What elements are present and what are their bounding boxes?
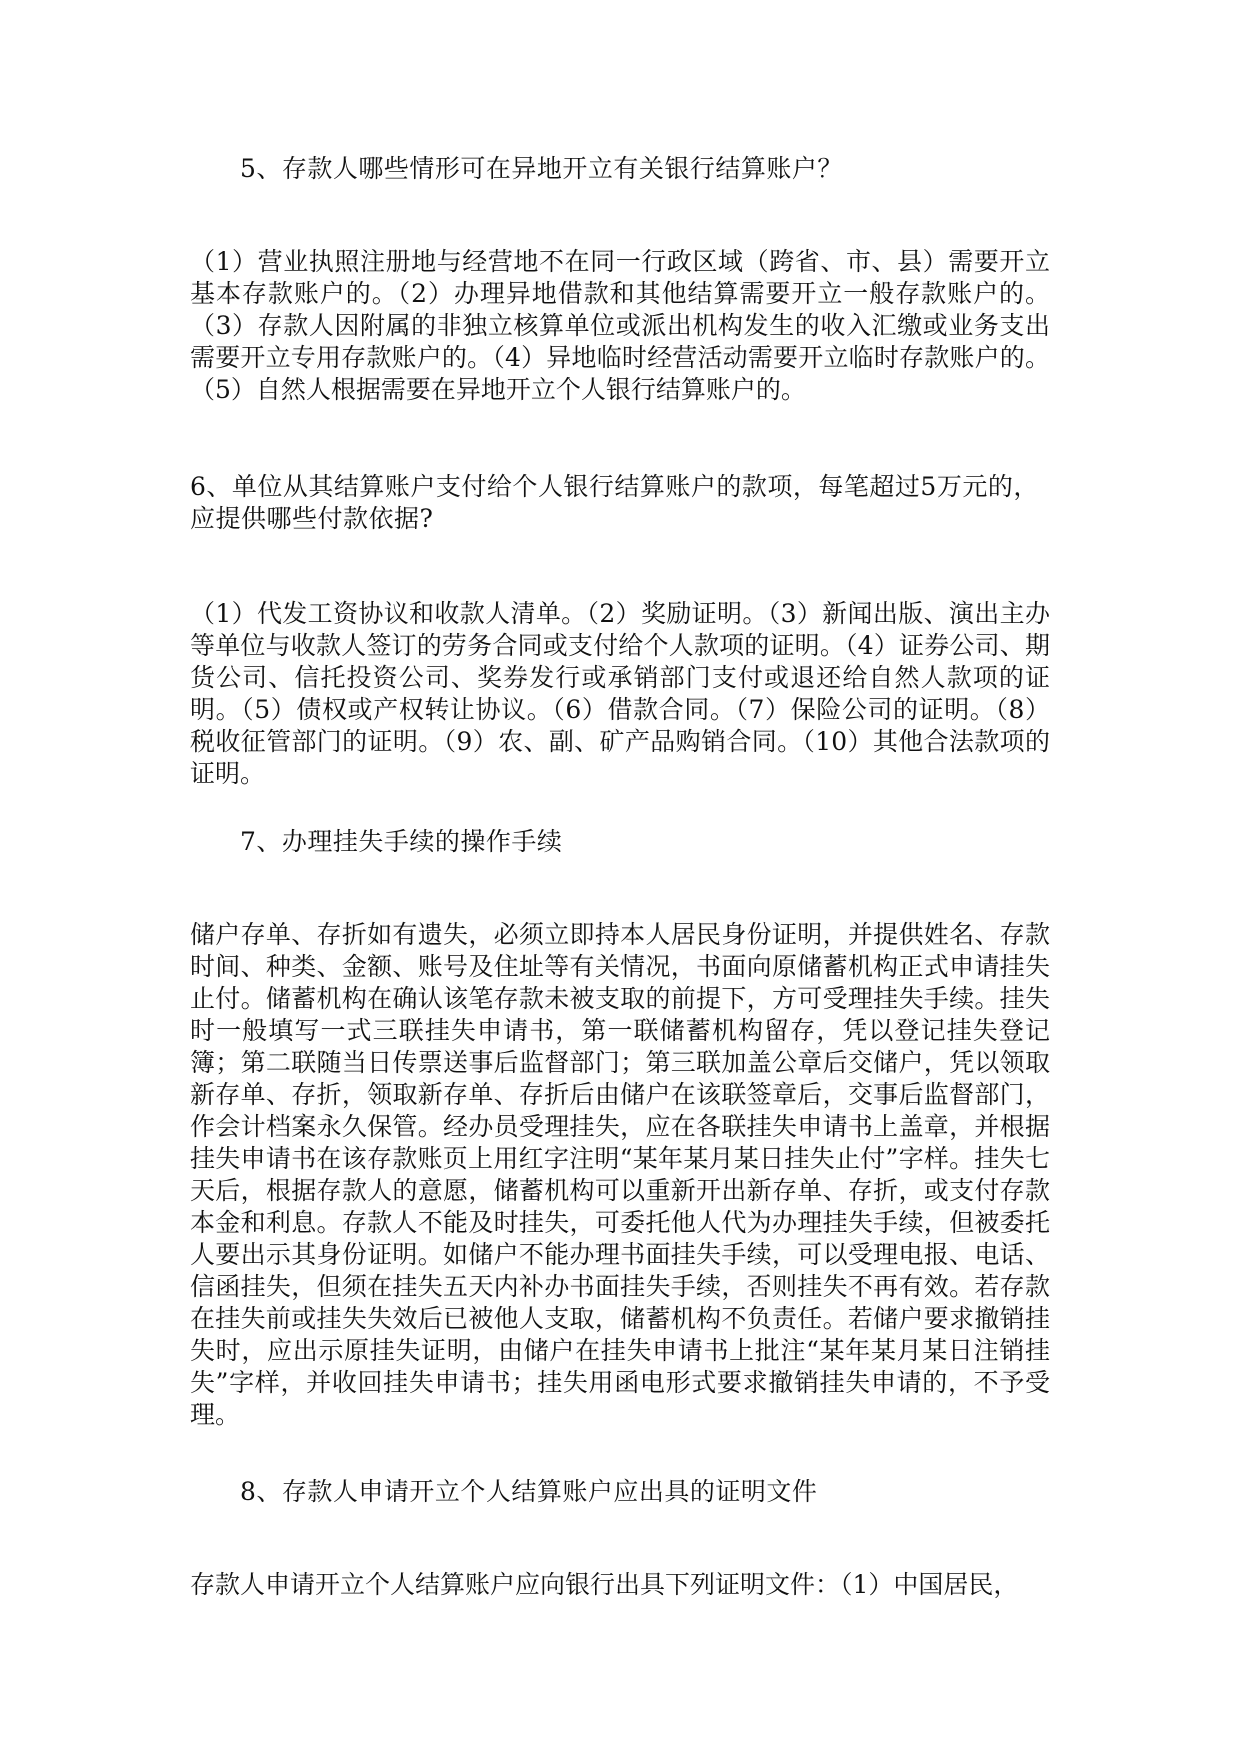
section-body-8: 存款人申请开立个人结算账户应向银行出具下列证明文件：（1）中国居民， [190,1570,1019,1599]
section-heading-5: 5、存款人哪些情形可在异地开立有关银行结算账户？ [240,154,843,183]
section-heading-6: 6、单位从其结算账户支付给个人银行结算账户的款项，每笔超过5万元的，应提供哪些付款依据? [190,472,1039,533]
section-body-7: 储户存单、存折如有遗失，必须立即持本人居民身份证明，并提供姓名、存款时间、种类、金额、账号及住址等有关情况，书面向原储蓄机构正式申请挂失止付。储蓄机构在确认该笔存款未被支取的前提下，方可受理挂失手续。挂失时一般填写一式三联挂失申请书，第一联储蓄机构留存，凭以登记挂失登记簿；第二联随当日传票送事后监督部门；第三联加盖公章后交储户，凭以领取新存单、存折，领取新存单、存折后由储户在该联签章后，交事后监督部门，作会计档案永久保管。经办员受理挂失，应在各联挂失申请书上盖章，并根据挂失申请书在该存款账页上用红字注明“某年某月某日挂失止付”字样。挂失七天后，根据存款人的意愿，储蓄机构可以重新开出新存单、存折，或支付存款本金和利息。存款人不能及时挂失，可委托他人代为办理挂失手续，但被委托人要出示其身份证明。如储户不能办理书面挂失手续，可以受理电报、电话、信函挂失，但须在挂失五天内补办书面挂失手续，否则挂失不再有效。若存款在挂失前或挂失失效后已被他人支取，储蓄机构不负责任。若储户要求撤销挂失时，应出示原挂失证明，由储户在挂失申请书上批注“某年某月某日注销挂失”字样，并收回挂失申请书；挂失用函电形式要求撤销挂失申请的，不予受理。 [190,920,1050,1429]
section-body-5: （1）营业执照注册地与经营地不在同一行政区域（跨省、市、县）需要开立基本存款账户的。（2）办理异地借款和其他结算需要开立一般存款账户的。（3）存款人因附属的非独立核算单位或派出机构发生的收入汇缴或业务支出需要开立专用存款账户的。（4）异地临时经营活动需要开立临时存款账户的。（5）自然人根据需要在异地开立个人银行结算账户的。 [190,247,1050,404]
section-body-6: （1）代发工资协议和收款人清单。（2）奖励证明。（3）新闻出版、演出主办等单位与收款人签订的劳务合同或支付给个人款项的证明。（4）证券公司、期货公司、信托投资公司、奖券发行或承销部门支付或退还给自然人款项的证明。（5）债权或产权转让协议。（6）借款合同。（7）保险公司的证明。（8）税收征管部门的证明。（9）农、副、矿产品购销合同。（10）其他合法款项的证明。 [190,599,1050,788]
section-heading-7: 7、办理挂失手续的操作手续 [240,827,563,856]
section-heading-8: 8、存款人申请开立个人结算账户应出具的证明文件 [240,1477,818,1506]
